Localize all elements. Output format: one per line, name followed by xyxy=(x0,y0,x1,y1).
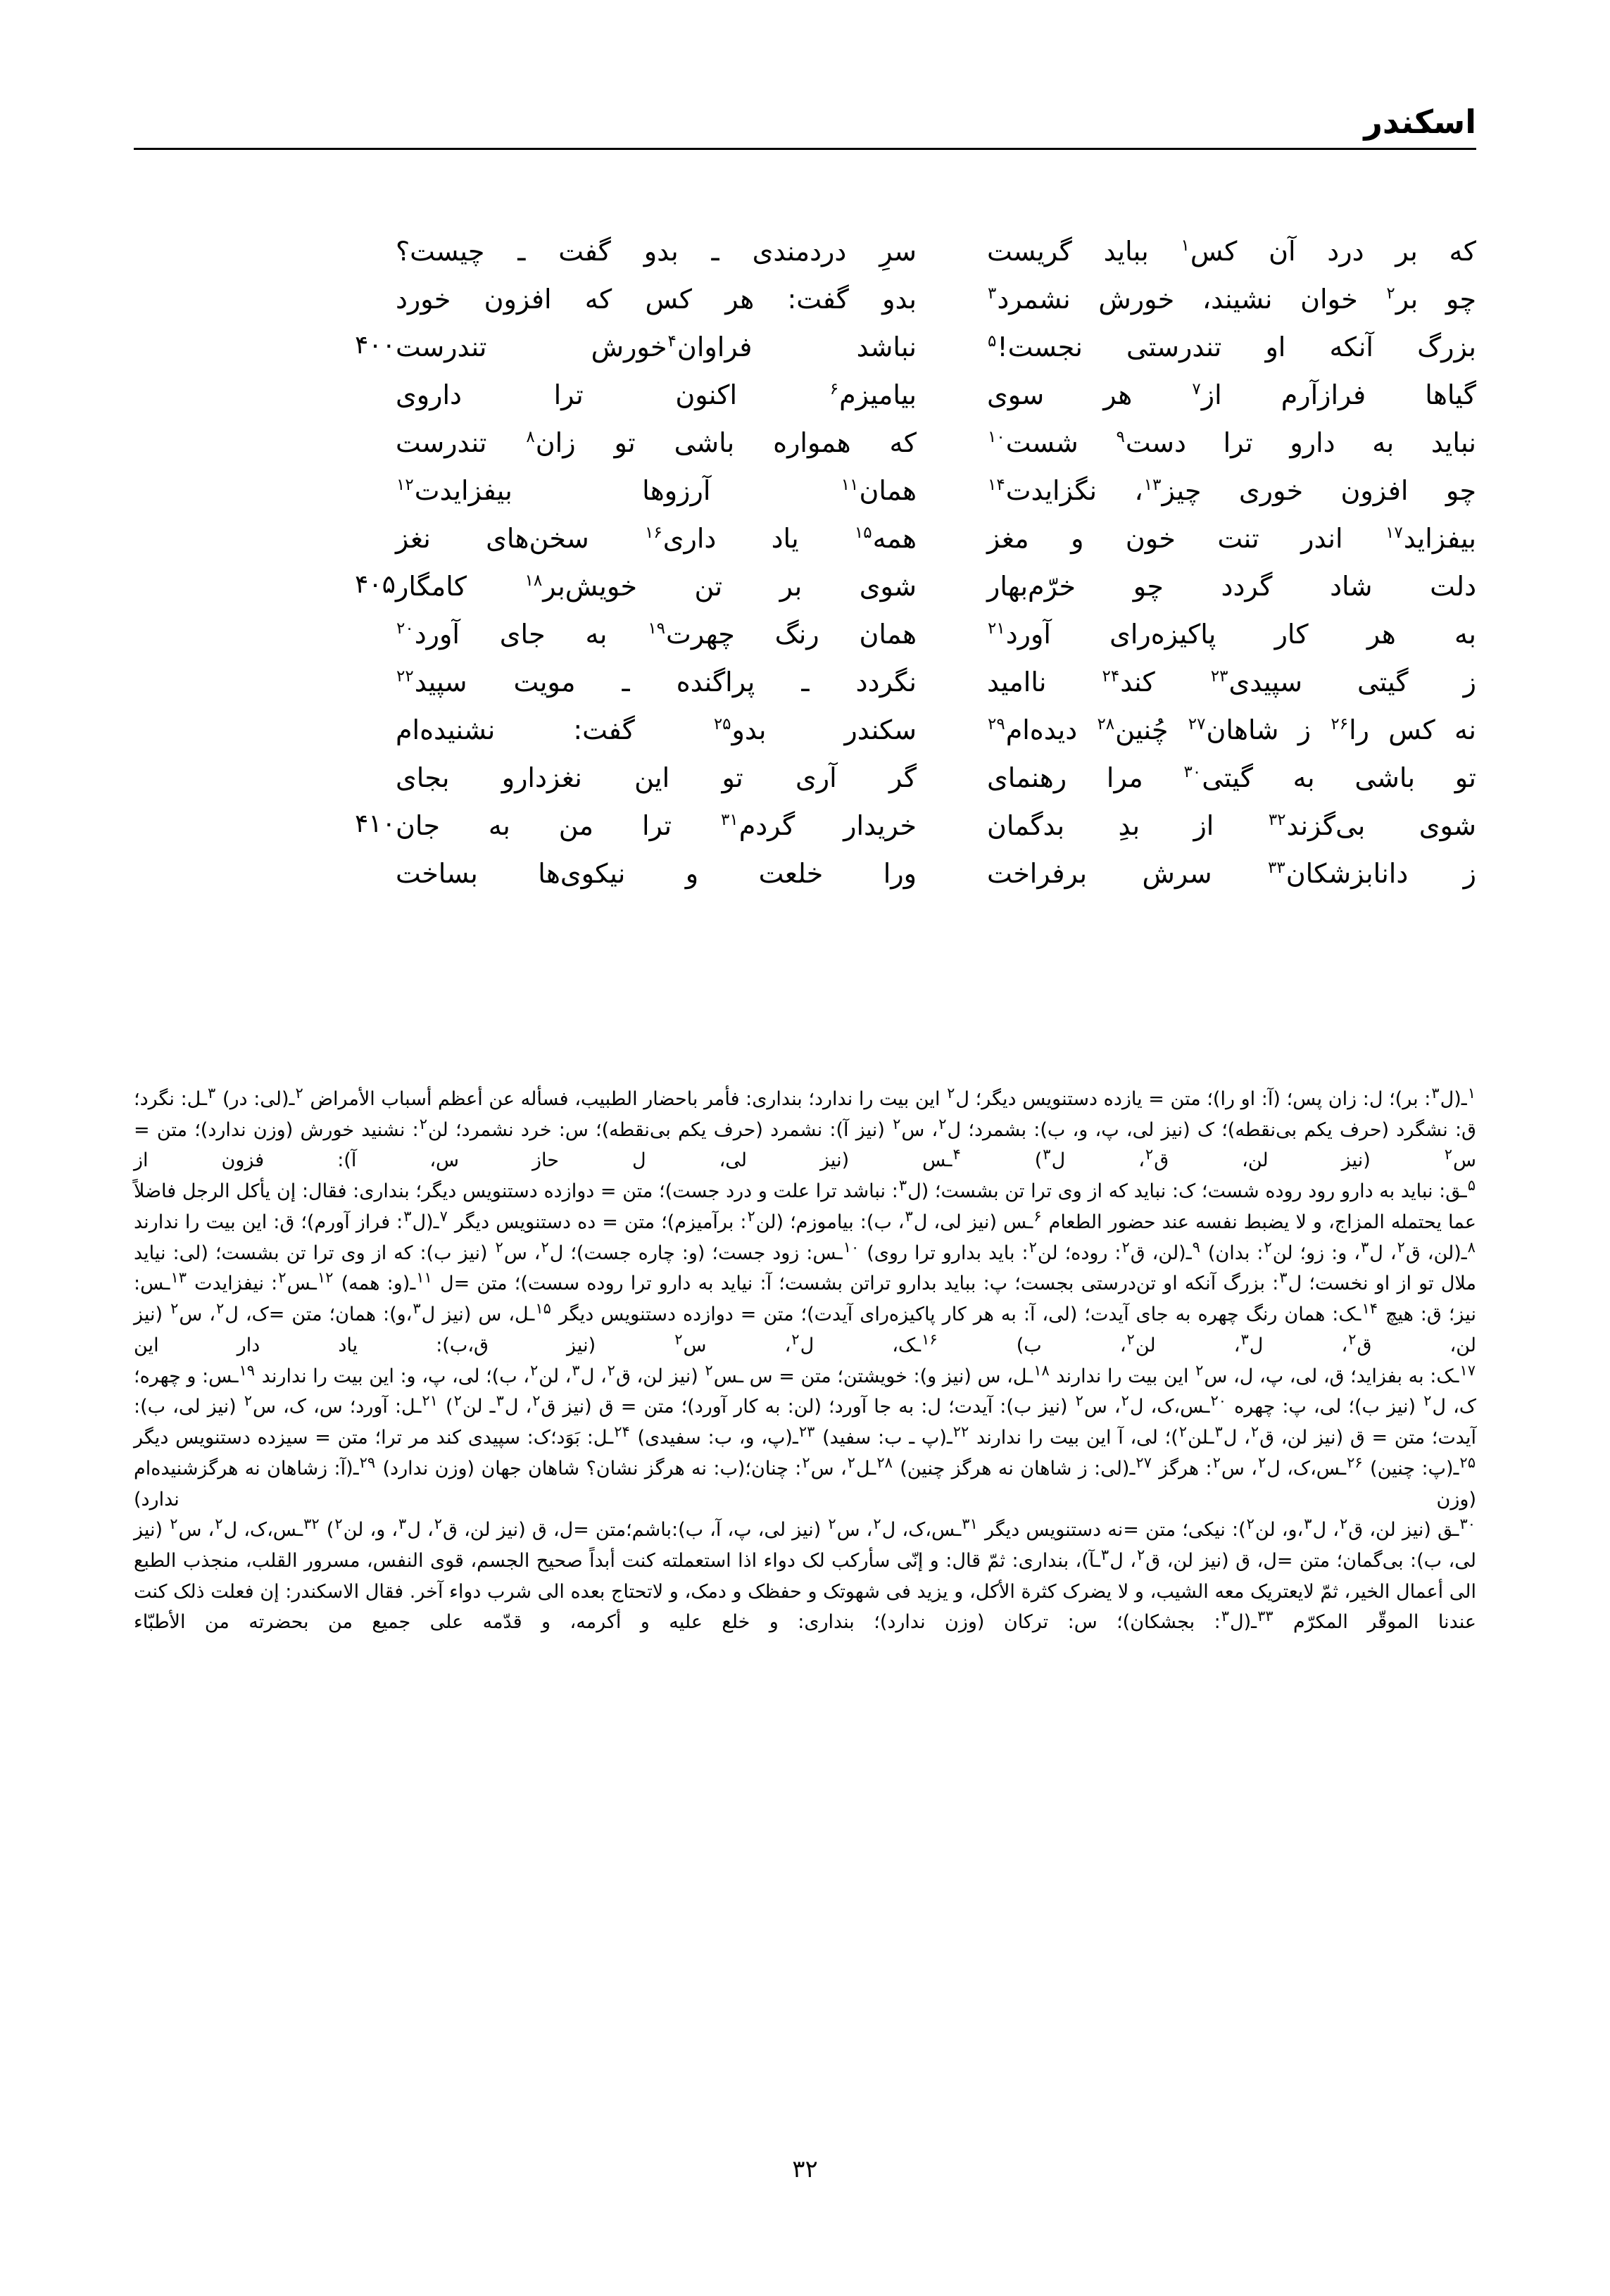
hemistich-first: بدو گفت: هر کس که افزون خورد xyxy=(396,284,917,315)
verse-line-number: ۴۰۰ xyxy=(354,331,396,360)
verse-line-number xyxy=(311,424,396,427)
verse-line-number xyxy=(311,519,396,522)
verse-row xyxy=(134,711,1476,759)
header-divider xyxy=(134,148,1476,150)
verse-line-number xyxy=(311,615,396,618)
verse-row xyxy=(134,472,1476,519)
hemistich-first: نگردد ـ پراگنده ـ مویت سپید$^{۲۲}$ xyxy=(396,667,917,698)
verse-line-number xyxy=(311,280,396,283)
hemistich-first: که همواره باشی تو زان$^۸$ تندرست xyxy=(396,427,917,458)
hemistich-first: ورا خلعت و نیکوی‌ها بساخت xyxy=(396,858,917,889)
hemistich-second: نه کس را$^{۲۶}$ ز شاهان$^{۲۷}$ چُنین$^{۲۸}$ دیده‌ام$^{۲۹}$ xyxy=(988,714,1476,745)
hemistich-second: ز گیتی سپیدی$^{۲۳}$ کند$^{۲۴}$ ناامید xyxy=(987,667,1477,698)
verse-line-number xyxy=(311,759,396,762)
verse-row xyxy=(134,424,1476,472)
verse-line-number xyxy=(311,232,396,235)
verse-line-number xyxy=(311,472,396,474)
hemistich-first: خریدار گردم$^{۳۱}$ ترا من به جان xyxy=(396,810,917,841)
apparatus-paragraph: $^{۳۰}$ـق (نیز لن، ق$^۲$، ل$^۳$،و، لن$^۲$): نیکی؛ متن =نه دستنویس دیگر $^{۳۱}$ـس،ک، ل$^۲$، س$^۲$ (نیز لی، پ، آ، ب):باشم؛متن =ل، ق (نیز لن، ق$^۲$، ل$^۳$، و، لن$^۲$) $^{۳۲}$ـس،ک، ل$^۲$، س$^۲$ (نیز لی، ب): بی‌گمان؛ متن =ل، ق (نیز لن، ق$^۲$، ل$^۳$ـآ)، بنداری: ثمّ قال: و إنّی سأرکب لک دواء اذا استعملته کنت أبداً صحیح الجسم، قوی النفس، مسرور القلب، منجذب الطبع الی أعمال الخیر، ثمّ لایعتریک معه الشیب، و لا یضرک کثرة الأکل، و یزید فی شهوتک و حفظک و دمک، و لاتحتاج بعده الی شرب دواء آخر. فقال الاسکندر: إن فعلت ذلک کنت عندنا الموقّر المکرّم $^{۳۳}$ـ(ل$^۳$: بجشکان)؛ س: ترکان (وزن ندارد)؛ بنداری: و خلع علیه و أکرمه، و قدّمه علی جمیع من بحضرته من الأطبّاء xyxy=(134,1515,1476,1634)
verse-row xyxy=(134,567,1476,615)
verse-line-number xyxy=(311,376,396,379)
hemistich-first: سرِ دردمندی ـ بدو گفت ـ چیست؟ xyxy=(396,236,917,267)
hemistich-first: گر آری تو این نغزدارو بجای xyxy=(396,762,917,793)
verse-line-number xyxy=(311,663,396,666)
hemistich-second: چو افزون خوری چیز$^{۱۳}$، نگزایدت$^{۱۴}$ xyxy=(988,475,1476,506)
hemistich-second: شوی بی‌گزند$^{۳۲}$ از بدِ بدگمان xyxy=(987,810,1477,841)
critical-apparatus xyxy=(134,1084,1476,1638)
verse-row xyxy=(134,519,1476,567)
verse-line-number xyxy=(311,854,396,857)
verse-row xyxy=(134,759,1476,807)
apparatus-paragraph: $^۵$ـق: نباید به دارو رود روده شست؛ ک: نباید که از وی ترا تن بشست؛ (ل$^۳$: نباشد ترا علت و درد جست)؛ متن = دوازده دستنویس دیگر؛ بنداری: فقال: إن یأکل الرجل فاضلاً عما یحتمله المزاج، و لا یضبط نفسه عند حضور الطعام $^۶$ـس (نیز لی، ل$^۳$، ب): بیاموزم؛ (لن$^۲$: برآمیزم)؛ متن = ده دستنویس دیگر $^۷$ـ(ل$^۳$: فراز آورم)؛ ق: این بیت را ندارند $^۸$ـ(لن، ق$^۲$، ل$^۳$، و: زو؛ لن$^۲$: بدان) $^۹$ـ(لن، ق$^۲$: روده؛ لن$^۲$: باید بدارو ترا روی) $^{۱۰}$ـس: زود جست؛ (و: چاره جست)؛ ل$^۲$، س$^۲$ (نیز ب): که از وی ترا تن بشست؛ (لی: نیاید ملال تو از او نخست؛ ل$^۳$: بزرگ آنکه او تن‌درستی بجست؛ پ: بباید بدارو تراتن بشست؛ آ: نیاید به دارو ترا روده سست)؛ متن =ل $^{۱۱}$ـ(و: همه) $^{۱۲}$ـس$^۲$: نیفزایدت $^{۱۳}$ـس: نیز؛ ق: هیچ $^{۱۴}$ـک: همان رنگ چهره به جای آیدت؛ (لی، آ: به هر کار پاکیزه‌رای آیدت)؛ متن = دوازده دستنویس دیگر $^{۱۵}$ـل، س (نیز ل$^۳$،و): همان؛ متن =ک، ل$^۲$، س$^۲$ (نیز لن، ق$^۲$، ل$^۳$، لن$^۲$، ب) $^{۱۶}$ـک، ل$^۲$، س$^۲$ (نیز ق،ب): یاد دار این xyxy=(134,1177,1477,1356)
hemistich-second: که بر درد آن کس$^۱$ بباید گریست xyxy=(987,236,1476,267)
verse-row xyxy=(134,376,1476,424)
running-header xyxy=(134,103,1476,190)
hemistich-first: بیامیزم$^۶$ اکنون ترا داروی xyxy=(396,379,917,410)
hemistich-first: شوی بر تن خویش‌بر$^{۱۸}$ کامگار xyxy=(396,571,917,602)
hemistich-first: همه$^{۱۵}$ یاد داری$^{۱۶}$ سخن‌های نغز xyxy=(396,523,917,554)
hemistich-second: چو بر$^۲$ خوان نشیند، خورش نشمرد$^۳$ xyxy=(988,284,1476,315)
verse-row xyxy=(134,854,1476,902)
hemistich-second: بیفزاید$^{۱۷}$ اندر تنت خون و مغز xyxy=(987,523,1476,554)
verse-row xyxy=(134,807,1476,854)
hemistich-first: نباشد فراوان$^۴$خورش تندرست xyxy=(396,332,917,362)
hemistich-first: همان رنگ چهرت$^{۱۹}$ به جای آورد$^{۲۰}$ xyxy=(396,619,917,650)
hemistich-second: گیاها فرازآرم از$^۷$ هر سوی xyxy=(987,379,1476,410)
verse-row xyxy=(134,328,1476,376)
hemistich-first: سکندر بدو$^{۲۵}$ گفت: نشنیده‌ام xyxy=(396,714,917,745)
apparatus-paragraph: $^{۱۷}$ـک: به بفزاید؛ ق، لی، پ، ل، س$^۲$ این بیت را ندارند $^{۱۸}$ـل، س (نیز و): خویشتن؛ متن = س ـس$^۲$ (نیز لن، ق$^۲$، ل$^۳$، لن$^۲$، ب)؛ لی، پ، و: این بیت را ندارند $^{۱۹}$ـس: و چهره؛ک، ل$^۲$ (نیز ب)؛ لی، پ: چهره $^{۲۰}$ـس،ک، ل$^۲$، س$^۲$ (نیز ب): آیدت؛ ل: به جا آورد؛ (لن: به کار آورد)؛ متن = ق (نیز ق$^۲$، ل$^۳$ـ لن$^۲$) $^{۲۱}$ـل: آورد؛ س، ک، س$^۲$ (نیز لی، ب): آیدت؛ متن = ق (نیز لن، ق$^۲$، ل$^۳$ـلن$^۲$)؛ لی، آ این بیت را ندارند $^{۲۲}$ـ(پ ـ ب: سفید) $^{۲۳}$ـ(پ، و، ب: سفیدی) $^{۲۴}$ـل: بَوَد؛ک: سپیدی کند مر ترا؛ متن = سیزده دستنویس دیگر $^{۲۵}$ـ(پ: چنین) $^{۲۶}$ـس،ک، ل$^۲$، س$^۲$: هرگز $^{۲۷}$ـ(لی: ز شاهان نه هرگز چنین) $^{۲۸}$ـل$^۲$، س$^۲$: چنان؛(ب: نه هرگز نشان؟ شاهان جهان (وزن ندارد) $^{۲۹}$ـ(آ: زشاهان نه هرگزشنیده‌ام (وزن ندارد) xyxy=(134,1361,1476,1510)
hemistich-second: دلت شاد گردد چو خرّم‌بهار xyxy=(987,571,1476,602)
apparatus-paragraph: $^۱$ـ(ل$^۳$: بر)؛ ل: زان پس؛ (آ: او را)؛ متن = یازده دستنویس دیگر؛ ل$^۲$ این بیت را ندارد؛ بنداری: فأمر باحضار الطبیب، فسأله عن أعظم أسباب الأمراض $^۲$ـ(لی: در) $^۳$ـل: نگرد؛ ق: نشگرد (حرف یکم بی‌نقطه)؛ ک (نیز لی، پ، و، ب): بشمرد؛ ل$^۲$، س$^۲$ (نیز آ): نشمرد (حرف یکم بی‌نقطه)؛ س: خرد نشمرد؛ لن$^۲$: نشنید خورش (وزن ندارد)؛ متن = س$^۲$ (نیز لن، ق$^۲$، ل$^۳$) $^۴$ـس (نیز لی، ل حاز س، آ): فزون از xyxy=(134,1085,1476,1172)
verse-row xyxy=(134,615,1476,663)
hemistich-second: تو باشی به گیتی$^{۳۰}$ مرا رهنمای xyxy=(987,762,1476,793)
verse-row xyxy=(134,280,1476,328)
folio-number: ۳۲ xyxy=(792,2155,818,2183)
hemistich-second: نباید به دارو ترا دست$^۹$ شست$^{۱۰}$ xyxy=(988,427,1477,458)
hemistich-first: همان$^{۱۱}$ آرزوها بیفزایدت$^{۱۲}$ xyxy=(396,475,917,506)
verse-row xyxy=(134,232,1476,280)
verse-line-number: ۴۱۰ xyxy=(354,809,396,838)
hemistich-second: به هر کار پاکیزه‌رای آورد$^{۲۱}$ xyxy=(988,619,1476,650)
verse-line-number: ۴۰۵ xyxy=(354,570,396,599)
hemistich-second: بزرگ آنکه او تندرستی نجست!$^۵$ xyxy=(988,332,1476,362)
verse-block xyxy=(134,232,1476,902)
verse-line-number xyxy=(311,711,396,714)
verse-row xyxy=(134,663,1476,711)
hemistich-second: ز دانابزشکان$^{۳۳}$ سرش برفراخت xyxy=(987,858,1477,889)
page-title: اسکندر xyxy=(1364,103,1476,141)
